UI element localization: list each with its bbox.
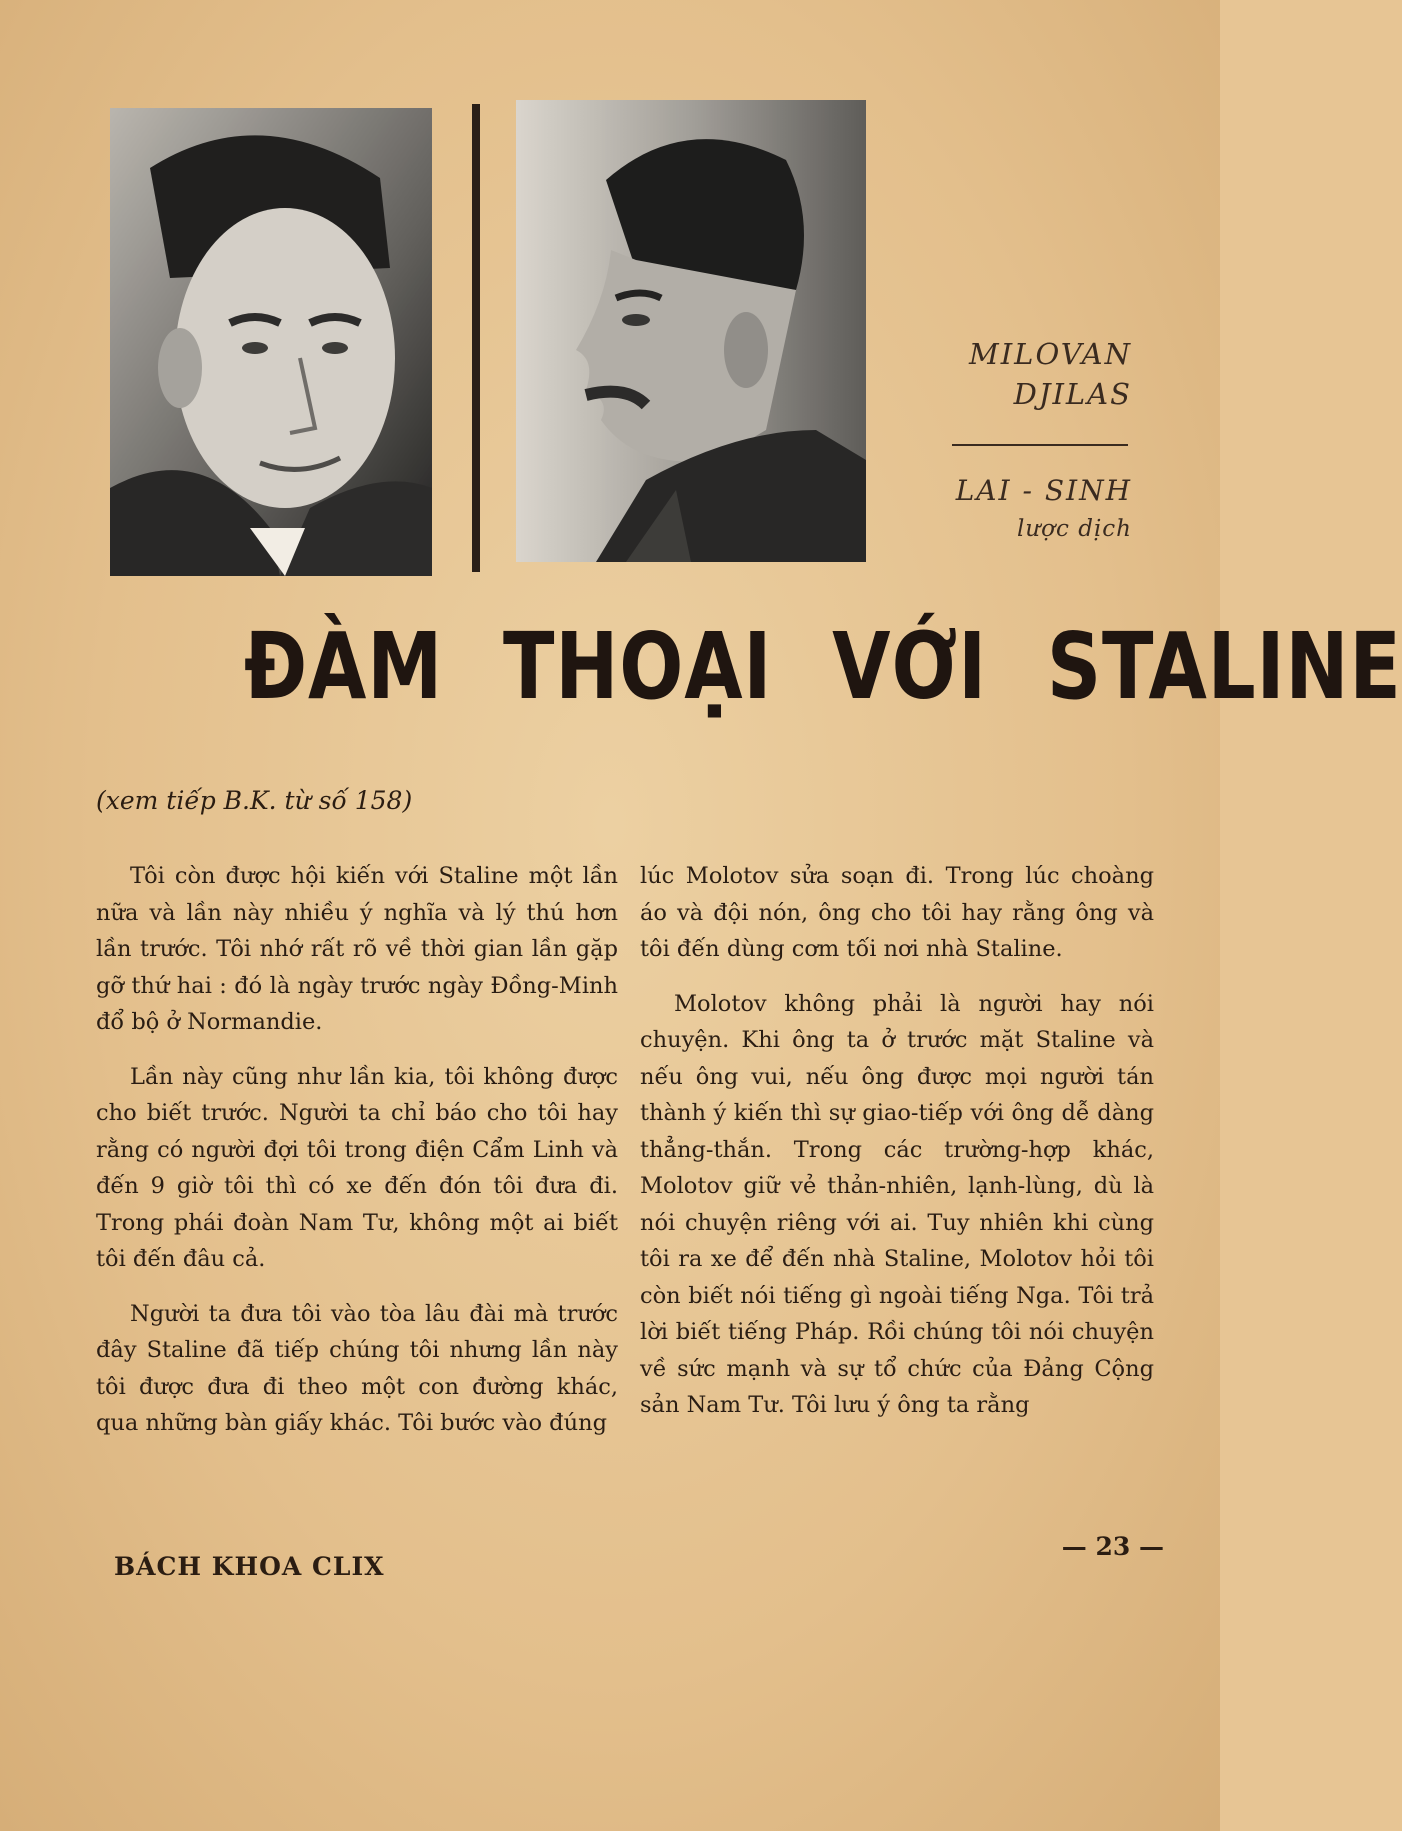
paragraph: lúc Molotov sửa soạn đi. Trong lúc choàng áo và đội nón, ông cho tôi hay rằng ông và tôi đến dùng cơm tối nơi nhà Staline. [640, 863, 1154, 962]
author-name [969, 334, 1132, 414]
paragraph: Molotov không phải là người hay nói chuyện. Khi ông ta ở trước mặt Staline và nếu ông vui, nếu ông được mọi người tán thành ý kiến thì sự giao-tiếp với ông dễ dàng thẳng-thắn. Trong các trường-hợp khác, Molotov giữ vẻ thản-nhiên, lạnh-lùng, dù là nói chuyện riêng với ai. Tuy nhiên khi cùng tôi ra xe để đến nhà Staline, Molotov hỏi tôi còn biết nói tiếng gì ngoài tiếng Nga. Tôi trả lời biết tiếng Pháp. Rồi chúng tôi nói chuyện về sức mạnh và sự tổ chức của Đảng Cộng sản Nam Tư. Tôi lưu ý ông ta rằng [640, 990, 1154, 1418]
portrait-left-image [110, 108, 432, 576]
publication-name: BÁCH KHOA CLIX [114, 1552, 385, 1581]
translator-name: LAI - SINH [955, 474, 1132, 507]
paragraph: Người ta đưa tôi vào tòa lâu đài mà trước đây Staline đã tiếp chúng tôi nhưng lần này tôi được đưa đi theo một con đường khác, qua những bàn giấy khác. Tôi bước vào đúng [96, 1300, 618, 1436]
page-number: — 23 — [1061, 1532, 1164, 1561]
paragraph: Lần này cũng như lần kia, tôi không được cho biết trước. Người ta chỉ báo cho tôi hay rằng có người đợi tôi trong điện Cẩm Linh và đến 9 giờ tôi thì có xe đến đón tôi đưa đi. Trong phái đoàn Nam Tư, không một ai biết tôi đến đâu cả. [96, 1063, 618, 1272]
portrait-photo-left [110, 108, 432, 576]
photo-divider [472, 104, 480, 572]
continued-note: (xem tiếp B.K. từ số 158) [96, 786, 413, 815]
portrait-right-image [516, 100, 866, 562]
author-last-name: DJILAS [1013, 377, 1132, 411]
byline-rule [952, 444, 1128, 446]
author-first-name: MILOVAN [969, 337, 1132, 371]
body-column-left [96, 858, 618, 1460]
article-title: ĐÀM THOẠI VỚI STALINE [244, 613, 1402, 720]
portrait-photo-right [516, 100, 866, 562]
paragraph: Tôi còn được hội kiến với Staline một lần nữa và lần này nhiều ý nghĩa và lý thú hơn lần trước. Tôi nhớ rất rõ về thời gian lần gặp gỡ thứ hai : đó là ngày trước ngày Đồng-Minh đổ bộ ở Normandie. [96, 863, 618, 1035]
translator-role: lược dịch [1017, 516, 1132, 542]
body-column-right [640, 858, 1154, 1442]
